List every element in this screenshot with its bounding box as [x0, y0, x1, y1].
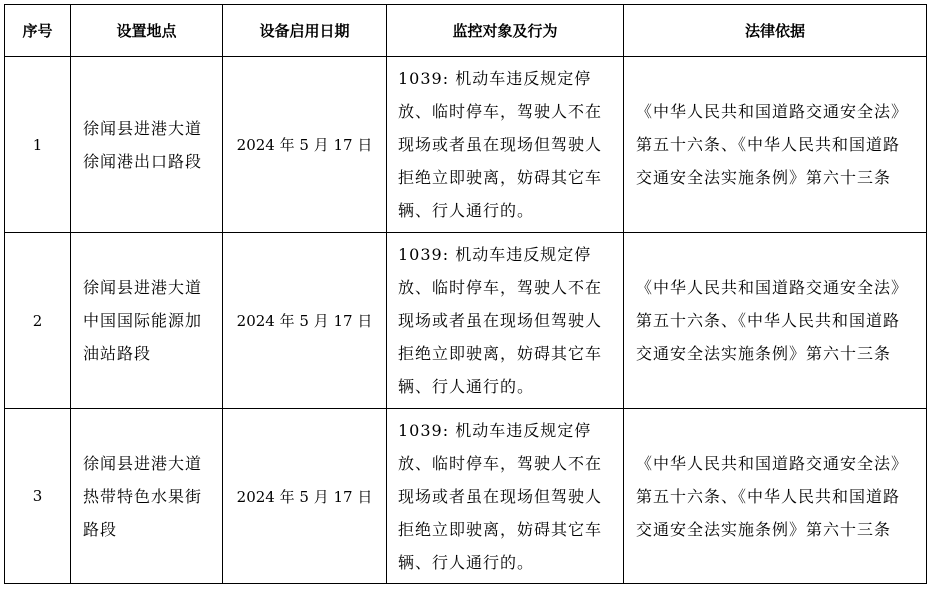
header-behavior: 监控对象及行为	[387, 5, 624, 57]
header-date: 设备启用日期	[223, 5, 387, 57]
row-seq: 1	[5, 57, 71, 233]
row-law	[624, 57, 927, 233]
row-location	[71, 409, 223, 584]
row-seq: 2	[5, 233, 71, 409]
row-date: 2024 年 5 月 17 日	[223, 233, 387, 409]
row-behavior	[387, 409, 624, 584]
table-row	[5, 409, 927, 584]
table-row	[5, 233, 927, 409]
row-seq: 3	[5, 409, 71, 584]
row-location-text: 徐闻县进港大道中国国际能源加油站路段	[83, 278, 203, 363]
monitoring-table	[4, 4, 927, 584]
header-location: 设置地点	[71, 5, 223, 57]
row-location-text: 徐闻县进港大道徐闻港出口路段	[83, 118, 203, 171]
row-behavior-text: 1039: 机动车违反规定停放、临时停车，驾驶人不在现场或者虽在现场但驾驶人拒绝立即驶离，妨碍其它车辆、行人通行的。	[398, 420, 603, 572]
header-law: 法律依据	[624, 5, 927, 57]
row-location	[71, 57, 223, 233]
row-law-text: 《中华人民共和国道路交通安全法》第五十六条、《中华人民共和国道路交通安全法实施条例》第六十三条	[636, 102, 909, 187]
row-behavior-text: 1039: 机动车违反规定停放、临时停车，驾驶人不在现场或者虽在现场但驾驶人拒绝立即驶离，妨碍其它车辆、行人通行的。	[398, 245, 603, 396]
row-date: 2024 年 5 月 17 日	[223, 57, 387, 233]
header-seq: 序号	[5, 5, 71, 57]
table-header-row	[5, 5, 927, 57]
row-behavior	[387, 233, 624, 409]
row-law-text: 《中华人民共和国道路交通安全法》第五十六条、《中华人民共和国道路交通安全法实施条例》第六十三条	[636, 453, 909, 539]
table-row	[5, 57, 927, 233]
row-law	[624, 233, 927, 409]
row-date: 2024 年 5 月 17 日	[223, 409, 387, 584]
row-behavior-text: 1039: 机动车违反规定停放、临时停车，驾驶人不在现场或者虽在现场但驾驶人拒绝立即驶离，妨碍其它车辆、行人通行的。	[398, 69, 603, 220]
row-location	[71, 233, 223, 409]
row-behavior	[387, 57, 624, 233]
row-location-text: 徐闻县进港大道热带特色水果街路段	[83, 453, 203, 539]
row-law-text: 《中华人民共和国道路交通安全法》第五十六条、《中华人民共和国道路交通安全法实施条例》第六十三条	[636, 278, 909, 363]
row-law	[624, 409, 927, 584]
